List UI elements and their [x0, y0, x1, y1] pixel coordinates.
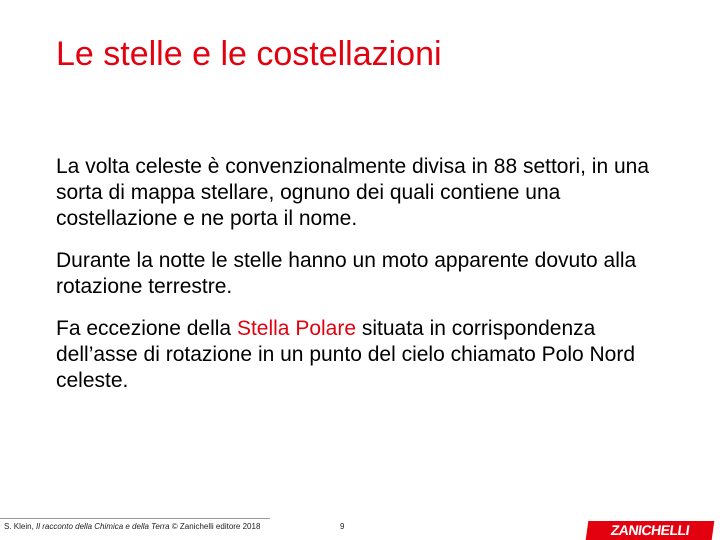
- footer-publisher: © Zanichelli editore 2018: [169, 522, 261, 531]
- footer-author: S. Klein,: [4, 522, 37, 531]
- stella-polare-highlight: Stella Polare: [236, 317, 357, 340]
- paragraph-polar-star-end: situata in corrispondenza dell’asse di rotazione in un punto del cielo chiamato Polo Nord celeste.: [56, 317, 636, 392]
- footer-credit: [4, 522, 260, 531]
- paragraph-polar-star: [56, 316, 676, 394]
- paragraph-polar-star-start: Fa eccezione della: [56, 317, 237, 340]
- footer-book-title: Il racconto della Chimica e della Terra: [36, 522, 170, 531]
- zanichelli-logo: ZANICHELLI: [586, 521, 715, 540]
- slide-title: Le stelle e le costellazioni: [56, 35, 442, 73]
- paragraph-constellations: La volta celeste è convenzionalmente divisa in 88 settori, in una sorta di mappa stellare, ognuno dei quali contiene una costellazione e ne porta il nome.: [56, 155, 650, 230]
- page-number: 9: [340, 522, 345, 531]
- paragraph-apparent-motion: Durante la notte le stelle hanno un moto apparente dovuto alla rotazione terrestre.: [56, 249, 637, 298]
- footer-divider: [0, 518, 270, 519]
- slide-body: [56, 154, 676, 410]
